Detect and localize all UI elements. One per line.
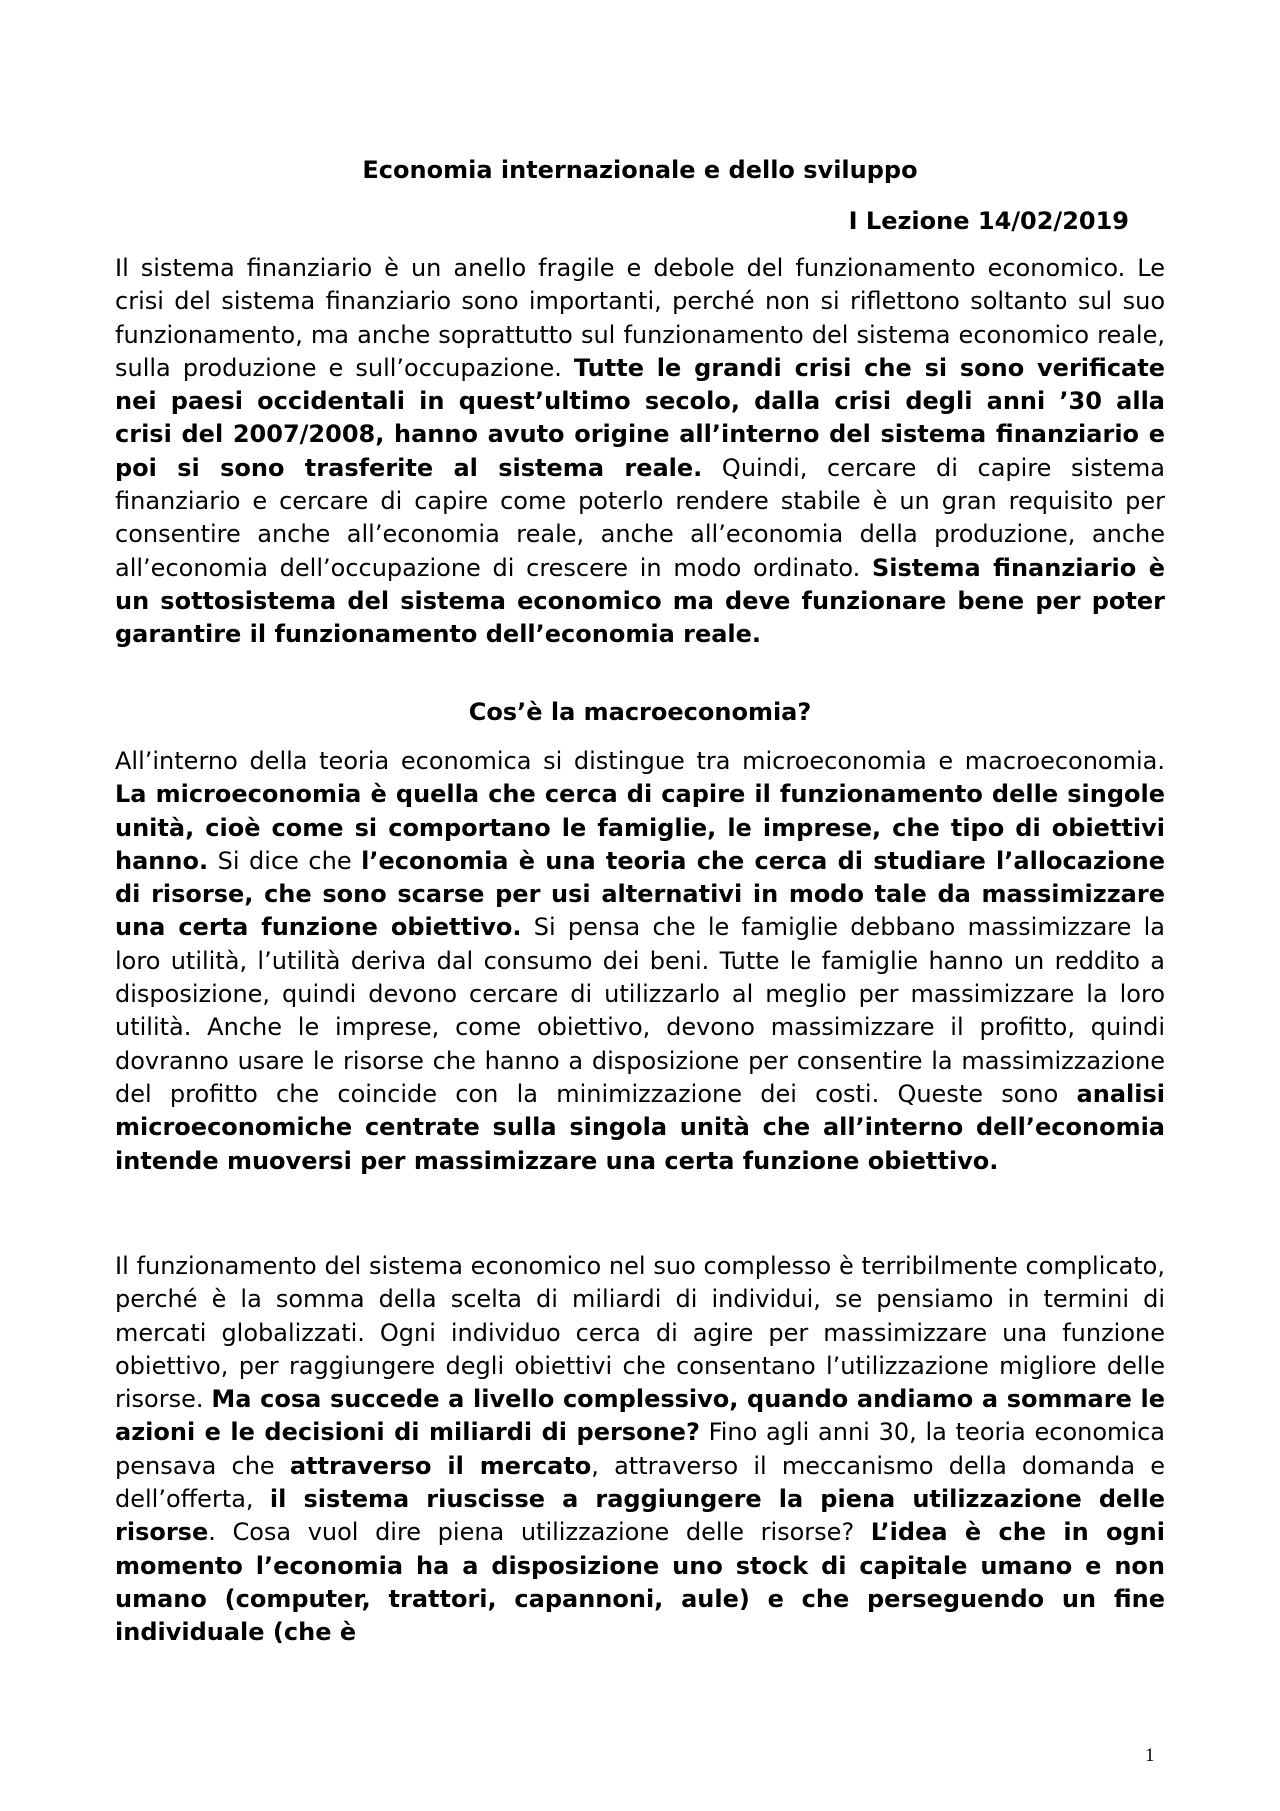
bold-text-run: il sistema riuscisse a raggiungere la piena utilizzazione delle risorse <box>115 1485 1165 1547</box>
text-run: . Cosa vuol dire piena utilizzazione delle risorse? <box>208 1518 871 1547</box>
document-title: Economia internazionale e dello sviluppo <box>362 156 918 184</box>
text-run: Quindi, cercare di capire sistema finanziario e cercare di capire come poterlo rendere stabile è un gran requisito per consentire anche all’economia reale, anche all’economia della produzione, anche all’economia dell’occupazione di crescere in modo ordinato. <box>115 453 1165 582</box>
paragraph-financial-system <box>115 252 1165 652</box>
text-run: Il funzionamento del sistema economico nel suo complesso è terribilmente complicato, perché è la somma della scelta di miliardi di individui, se pensiamo in termini di mercati globalizzati. Ogni individuo cerca di agire per massimizzare una funzione obiettivo, per raggiungere degli obiettivi che consentano l’utilizzazione migliore delle risorse. <box>115 1252 1165 1414</box>
section-heading-macroeconomics: Cos’è la macroeconomia? <box>468 698 812 726</box>
text-run: Si dice che <box>208 846 362 875</box>
text-run: All’interno della teoria economica si distingue tra microeconomia e macroeconomia. <box>115 747 1165 775</box>
bold-text-run: l’economia è una teoria che cerca di studiare l’allocazione di risorse, che sono scarse per usi alternativi in modo tale da massimizzare una certa funzione obiettivo. <box>115 846 1166 942</box>
paragraph-economic-system <box>115 1250 1165 1650</box>
bold-text-run: attraverso il mercato <box>289 1451 592 1480</box>
bold-text-run: Tutte le grandi crisi che si sono verificate nei paesi occidentali in quest’ultimo secolo, dalla crisi degli anni ’30 alla crisi del 2007/2008, hanno avuto origine all’interno del sistema finanziario e poi si sono trasferite al sistema reale. <box>115 353 1165 482</box>
text-run: , attraverso il meccanismo della domanda e dell’offerta, <box>115 1451 1166 1514</box>
page-number: 1 <box>1145 1745 1155 1766</box>
bold-text-run: analisi microeconomiche centrate sulla singola unità che all’interno dell’economia intende muoversi per massimizzare una certa funzione obiettivo. <box>115 1079 1165 1175</box>
bold-text-run: L’idea è che in ogni momento l’economia ha a disposizione uno stock di capitale umano e non umano (computer, trattori, capannoni, aule) e che perseguendo un fine individuale (che è <box>115 1518 1165 1647</box>
bold-text-run: Ma cosa succede a livello complessivo, quando andiamo a sommare le azioni e le decisioni di miliardi di persone? <box>115 1385 1165 1447</box>
bold-text-run: Sistema finanziario è un sottosistema del sistema economico ma deve funzionare bene per poter garantire il funzionamento dell’economia reale. <box>115 553 1165 649</box>
text-run: Si pensa che le famiglie debbano massimizzare la loro utilità, l’utilità deriva dal consumo dei beni. Tutte le famiglie hanno un reddito a disposizione, quindi devono cercare di utilizzarlo al meglio per massimizzare la loro utilità. Anche le imprese, come obiettivo, devono massimizzare il profitto, quindi dovranno usare le risorse che hanno a disposizione per consentire la massimizzazione del profitto che coincide con la minimizzazione dei costi. Queste sono <box>115 913 1165 1108</box>
text-run: Il sistema finanziario è un anello fragile e debole del funzionamento economico. Le crisi del sistema finanziario sono importanti, perché non si riflettono soltanto sul suo funzionamento, ma anche soprattutto sul funzionamento del sistema economico reale, sulla produzione e sull’occupazione. <box>115 254 1165 382</box>
text-run: Fino agli anni 30, la teoria economica pensava che <box>115 1418 1165 1480</box>
paragraph-micro-macro <box>115 745 1165 1178</box>
bold-text-run: La microeconomia è quella che cerca di capire il funzionamento delle singole unità, cioè come si comportano le famiglie, le imprese, che tipo di obiettivi hanno. <box>115 780 1165 875</box>
lecture-date: I Lezione 14/02/2019 <box>848 207 1129 235</box>
